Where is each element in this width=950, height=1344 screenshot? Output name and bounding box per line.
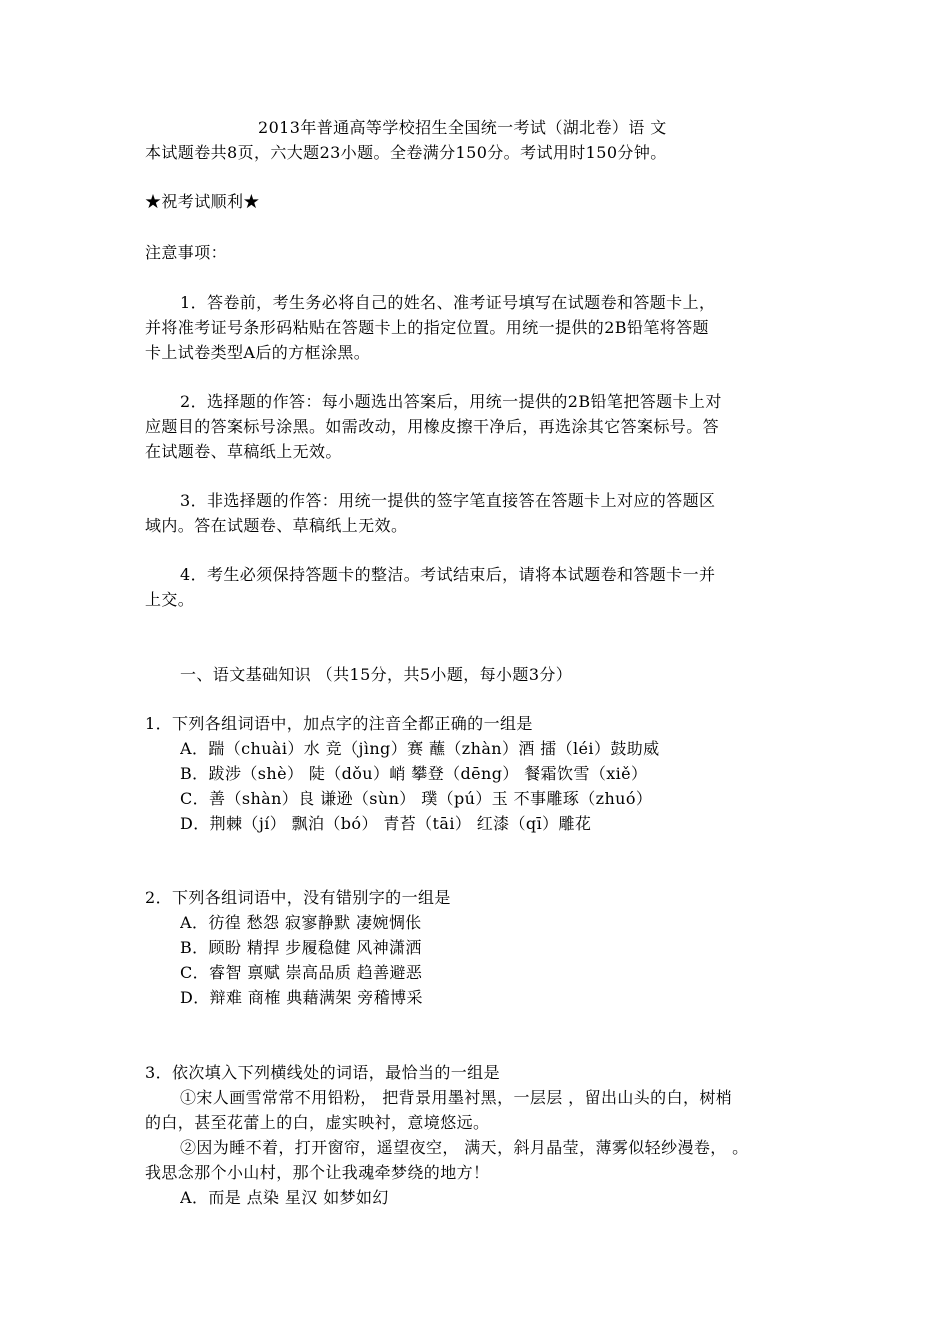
q1-option-c: C．善（shàn）良 谦逊（sùn） 璞（pú）玉 不事雕琢（zhuó） [180,789,653,808]
exam-title: 2013年普通高等学校招生全国统一考试（湖北卷）语 文 [258,118,667,137]
q2-option-b: B．顾盼 精捍 步履稳健 风神潇洒 [180,938,422,957]
q2-option-c: C．睿智 禀赋 崇高品质 趋善避恶 [180,963,423,982]
q3-passage-2-line-1: ②因为睡不着，打开窗帘，遥望夜空， 满天，斜月晶莹，薄雾似轻纱漫卷， 。 [180,1138,749,1157]
q1-option-a: A．踹（chuài）水 竞（jìng）赛 蘸（zhàn）酒 擂（léi）鼓助威 [180,739,660,758]
q1-option-b: B．跋涉（shè） 陡（dǒu）峭 攀登（dēng） 餐霜饮雪（xiě） [180,764,648,783]
note-2-line-2: 应题目的答案标号涂黑。如需改动，用橡皮擦干净后，再选涂其它答案标号。答 [145,417,720,436]
q3-stem: 3．依次填入下列横线处的词语，最恰当的一组是 [145,1063,500,1082]
note-1-line-1: 1．答卷前，考生务必将自己的姓名、准考证号填写在试题卷和答题卡上， [180,293,716,312]
q3-passage-2-line-2: 我思念那个小山村，那个让我魂牵梦绕的地方！ [145,1163,490,1182]
note-1-line-2: 并将准考证号条形码粘贴在答题卡上的指定位置。用统一提供的2B铅笔将答题 [145,318,709,337]
note-4-line-2: 上交。 [145,590,195,609]
note-4-line-1: 4．考生必须保持答题卡的整洁。考试结束后，请将本试题卷和答题卡一并 [180,565,716,584]
q1-option-d: D．荆棘（jí） 飘泊（bó） 青苔（tāi） 红漆（qī）雕花 [180,814,592,833]
wish-line: ★祝考试顺利★ [145,192,260,211]
note-3-line-1: 3．非选择题的作答：用统一提供的签字笔直接答在答题卡上对应的答题区 [180,491,716,510]
q2-option-d: D．辩难 商榷 典藉满架 旁稽博采 [180,988,423,1007]
note-2-line-1: 2．选择题的作答：每小题选出答案后，用统一提供的2B铅笔把答题卡上对 [180,392,722,411]
note-3-line-2: 域内。答在试题卷、草稿纸上无效。 [145,516,408,535]
exam-intro: 本试题卷共8页，六大题23小题。全卷满分150分。考试用时150分钟。 [145,143,667,162]
note-1-line-3: 卡上试卷类型A后的方框涂黑。 [145,343,371,362]
notes-heading: 注意事项： [145,243,228,262]
q3-option-a: A．而是 点染 星汉 如梦如幻 [180,1188,389,1207]
section-1-heading: 一、语文基础知识 （共15分，共5小题，每小题3分） [180,665,573,684]
q2-stem: 2．下列各组词语中，没有错别字的一组是 [145,888,451,907]
q1-stem: 1．下列各组词语中，加点字的注音全都正确的一组是 [145,714,533,733]
note-2-line-3: 在试题卷、草稿纸上无效。 [145,442,342,461]
q3-passage-1-line-2: 的白，甚至花蕾上的白，虚实映衬，意境悠远。 [145,1113,490,1132]
q3-passage-1-line-1: ①宋人画雪常常不用铅粉， 把背景用墨衬黑，一层层 ，留出山头的白，树梢 [180,1088,733,1107]
q2-option-a: A．彷徨 愁怨 寂寥静默 凄婉惆伥 [180,913,422,932]
